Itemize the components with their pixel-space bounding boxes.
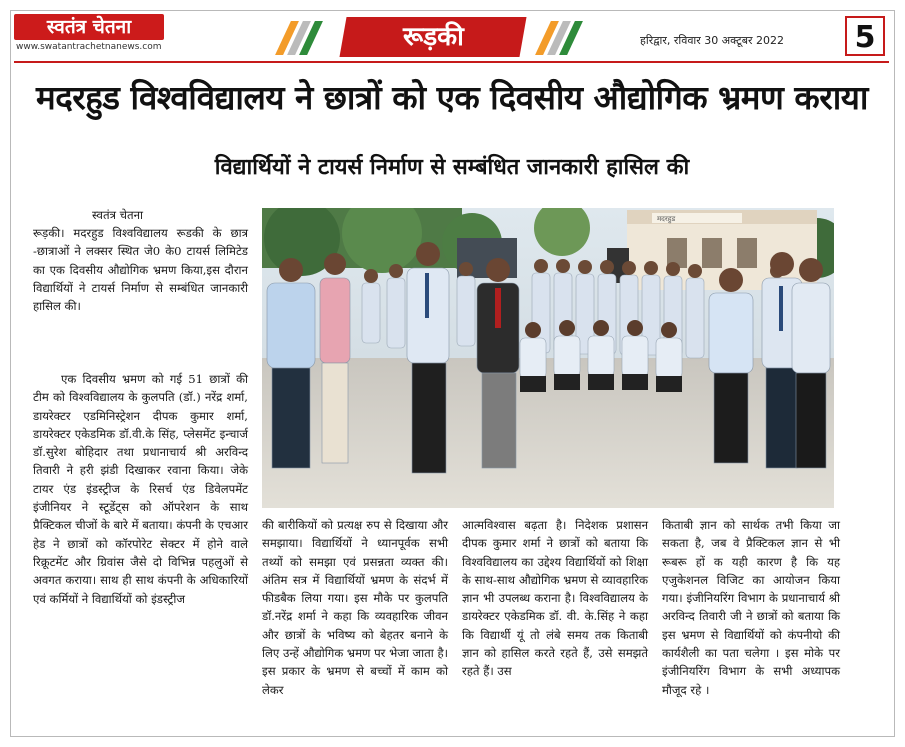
building-sign: मदरहुड	[657, 215, 676, 223]
paragraph-col2: की बारीकियों को प्रत्यक्ष रुप से दिखाया और समझाया। विद्यार्थियों ने ध्यानपूर्वक सभी तथ्यों को समझा एवं प्रसन्नता व्यक्त की। अंतिम सत्र में विद्यार्थियों भ्रमण के संदर्भ में फीडबैक लिया गया। इस मौके पर कुलपति डॉ.नरेंद्र शर्मा ने कहा कि व्यवहारिक जीवन और छात्रों के भविष्य को बेहतर बनाने के लिए उन्हें औद्योगिक भ्रमण पर भेजा जाता है। इस प्रकार के भ्रमण से बच्चों में काम को लेकर	[262, 518, 448, 697]
section-label: रूड़की	[339, 17, 526, 57]
paragraph-2: एक दिवसीय भ्रमण को गई 51 छात्रों की टीम को विश्वविद्यालय के कुलपति (डॉ.) नरेंद्र शर्मा, डायरेक्टर एडमिनिस्ट्रेशन दीपक कुमार शर्मा, डायरेक्टर एकेडमिक डॉ.वी.के सिंह, प्लेसमेंट इन्चार्ज डॉ.सुरेश बोहिदार तथा प्रधानाचार्य श्री अरविन्द तिवारी ने हरी झंडी दिखाकर रवाना किया। जेके टायर एंड इंडस्ट्रीज के रिसर्च एंड डिवेलपमेंट इंजीनियर ने स्टूडेंट्स को ऑपरेशन के साथ प्रैक्टिकल चीजों के बारे में बताया। कंपनी के एचआर हेड ने छात्रों को कॉरपोरेट सेक्टर में होने वाले रिक्रूटमेंट और ग्रिवांस जैसे दो विभिन्न पहलुओं से अवगत कराया। साथ ही साथ कंपनी के अधिकारियों एवं कर्मियों ने विद्यार्थियों को इंडस्ट्रीज	[33, 372, 248, 606]
article-column-1	[33, 224, 248, 315]
paragraph-col3: आत्मविश्वास बढ़ता है। निदेशक प्रशासन दीपक कुमार शर्मा ने छात्रों को बताया कि विश्वविद्यालय का उद्देश्य विद्यार्थियों को शिक्षा के साथ-साथ औद्योगिक भ्रमण से व्यावहारिक ज्ञान भी उपलब्ध कराना है। विश्वविद्यालय के डायरेक्टर एकेडमिक डॉ. वी. के.सिंह ने कहा कि विद्यार्थी यूं तो लंबे समय तक किताबी ज्ञान को हासिल करते रहते हैं, उसे समझते रहते हैं। उस	[462, 518, 648, 679]
masthead[interactable]	[14, 14, 164, 58]
group-photo-illustration	[262, 208, 834, 508]
masthead-logo: स्वतंत्र चेतना	[14, 14, 164, 40]
article-photo	[262, 208, 834, 508]
article-column-1-continued	[33, 370, 248, 608]
page-number: 5	[845, 16, 885, 56]
section-banner	[275, 17, 610, 57]
byline: स्वतंत्र चेतना	[92, 208, 144, 222]
article-column-3	[462, 516, 648, 681]
headline: मदरहुड विश्वविद्यालय ने छात्रों को एक दिवसीय औद्योगिक भ्रमण कराया	[36, 78, 868, 117]
subheadline: विद्यार्थियों ने टायर्स निर्माण से सम्बंधित जानकारी हासिल की	[214, 155, 690, 180]
article-column-4	[662, 516, 840, 699]
article-column-2	[262, 516, 448, 699]
paragraph-col4: किताबी ज्ञान को सार्थक तभी किया जा सकता है, जब वे प्रैक्टिकल ज्ञान से भी रूबरू हों क यही कारण है कि यह एजुकेशनल विजिट का आयोजन किया गया। इंजीनियरिंग विभाग के प्रधानाचार्य श्री अरविन्द तिवारी जी ने छात्रों को बताया कि इस भ्रमण से विद्यार्थियों को कंपनीयो की कार्यशैली का पता चलेगा । इस मोके पर इंजीनियरिंग विभाग के सभी अध्यापक मौजूद रहे ।	[662, 518, 840, 697]
dateline: हरिद्वार, रविवार 30 अक्टूबर 2022	[640, 34, 784, 47]
paragraph-1: रूड़की। मदरहुड विश्वविद्यालय रूडकी के छात्र -छात्राओं ने लक्सर स्थित जे0 के0 टायर्स लिमिटेड का एक दिवसीय औद्योगिक भ्रमण किया,इस दौरान विद्यार्थियों ने टायर्स निर्माण से सम्बंधित जानकारी हासिल की।	[33, 226, 248, 314]
masthead-url[interactable]: www.swatantrachetnanews.com	[16, 42, 162, 52]
header-rule	[14, 61, 889, 63]
